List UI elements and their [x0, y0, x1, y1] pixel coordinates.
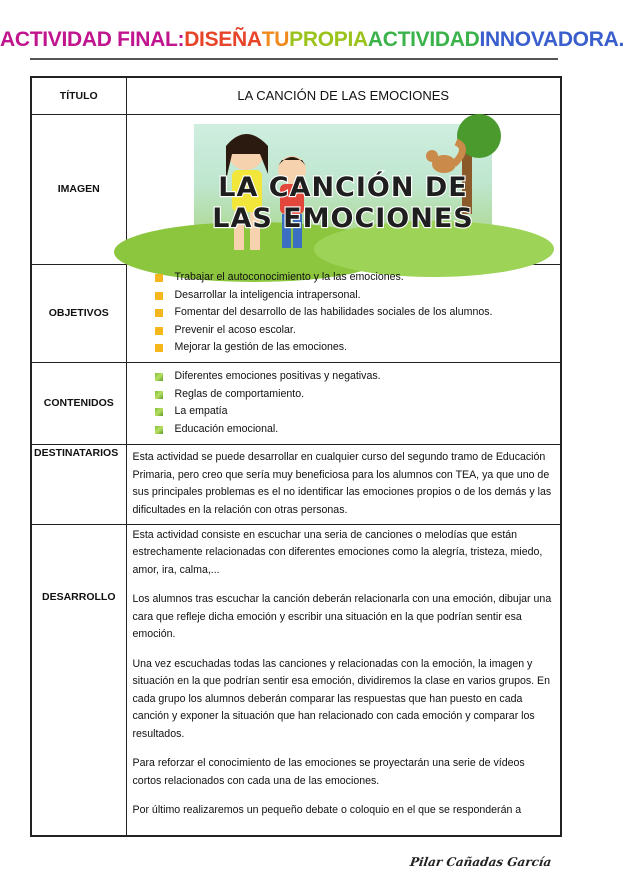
- title-part: INNOVADORA.: [479, 28, 624, 51]
- label-imagen: IMAGEN: [31, 114, 126, 264]
- label-objetivos: OBJETIVOS: [31, 264, 126, 362]
- desarrollo-paragraph: Por último realizaremos un pequeño debate o coloquio en el que se responderán a: [132, 804, 522, 817]
- contenidos-list: [133, 368, 555, 438]
- title-part: TU: [261, 28, 290, 51]
- illustration-svg: [194, 124, 492, 254]
- row-titulo: [31, 77, 561, 114]
- green-square-bullet-icon: [155, 373, 163, 381]
- destinatarios-text: Esta actividad se puede desarrollar en cualquier curso del segundo tramo de Educación Primaria, pero creo que sería muy beneficiosa para los alumnos con TEA, ya que uno de sus principales problemas es el no identificar las emociones propios o de los demás y las dificultades en la relación con otras personas.: [126, 444, 561, 524]
- desarrollo-paragraph: Para reforzar el conocimiento de las emociones se proyectarán una serie de vídeos cortos relacionados con cada una de las emociones.: [132, 757, 525, 787]
- list-item: Diferentes emociones positivas y negativas.: [155, 368, 555, 386]
- author-signature: Pilar Cañadas García: [409, 855, 553, 869]
- title-part: DISEÑA: [184, 28, 262, 51]
- desarrollo-text: [133, 527, 555, 833]
- row-contenidos: [31, 362, 561, 444]
- objetivos-cell: [126, 264, 561, 362]
- document-title: [0, 28, 624, 52]
- label-desarrollo: DESARROLLO: [31, 524, 126, 836]
- orange-square-bullet-icon: [155, 309, 163, 317]
- objetivos-list: [133, 269, 555, 357]
- title-part: ACTIVIDAD: [367, 28, 480, 51]
- title-part: ACTIVIDAD FINAL:: [0, 28, 185, 51]
- green-square-bullet-icon: [155, 426, 163, 434]
- activity-illustration: [194, 124, 492, 254]
- image-cell: [126, 114, 561, 264]
- orange-square-bullet-icon: [155, 292, 163, 300]
- orange-square-bullet-icon: [155, 327, 163, 335]
- green-square-bullet-icon: [155, 391, 163, 399]
- desarrollo-paragraph: Los alumnos tras escuchar la canción deberán relacionarla con una emoción, dibujar una cara que refleje dicha emoción y escribir una situación en la que podrían sentir esa emoción.: [132, 593, 552, 641]
- label-destinatarios: DESTINATARIOS: [31, 444, 126, 524]
- label-titulo: TÍTULO: [31, 77, 126, 114]
- desarrollo-paragraph: Esta actividad consiste en escuchar una seria de canciones o melodías que están estrechamente relacionadas con diferentes emociones como la alegría, tristeza, miedo, amor, ira, calma,...: [132, 528, 543, 576]
- list-item: Mejorar la gestión de las emociones.: [155, 339, 555, 357]
- row-destinatarios: [31, 444, 561, 524]
- orange-square-bullet-icon: [155, 344, 163, 352]
- title-part: PROPIA: [289, 28, 368, 51]
- activity-table: [30, 76, 562, 837]
- row-imagen: [31, 114, 561, 264]
- activity-title: LA CANCIÓN DE LAS EMOCIONES: [126, 77, 561, 114]
- contenidos-cell: [126, 362, 561, 444]
- desarrollo-paragraph: Una vez escuchadas todas las canciones y relacionadas con la emoción, la imagen y situación en la que podrían sentir esa emoción, dividiremos la clase en varios grupos. En cada grupo los alumnos deberán comparar las respuestas que han puesto en cada canción y exponer la situación que han relacionado con cada emoción y comparar los resultados.: [132, 657, 551, 740]
- title-underline: [30, 58, 558, 60]
- orange-square-bullet-icon: [155, 274, 163, 282]
- green-square-bullet-icon: [155, 408, 163, 416]
- desarrollo-cell: [126, 524, 561, 836]
- list-item: Educación emocional.: [155, 421, 555, 439]
- list-item: Trabajar el autoconocimiento y la las emociones.: [155, 269, 555, 287]
- logo-text-line1: LA CANCIÓN DE: [218, 172, 468, 203]
- list-item: Prevenir el acoso escolar.: [155, 322, 555, 340]
- logo-text-line2: LAS EMOCIONES: [212, 203, 475, 234]
- row-desarrollo: [31, 524, 561, 836]
- list-item: Reglas de comportamiento.: [155, 386, 555, 404]
- list-item: La empatía: [155, 403, 555, 421]
- list-item: Desarrollar la inteligencia intrapersonal.: [155, 287, 555, 305]
- list-item: Fomentar del desarrollo de las habilidades sociales de los alumnos.: [155, 304, 555, 322]
- row-objetivos: [31, 264, 561, 362]
- label-contenidos: CONTENIDOS: [31, 362, 126, 444]
